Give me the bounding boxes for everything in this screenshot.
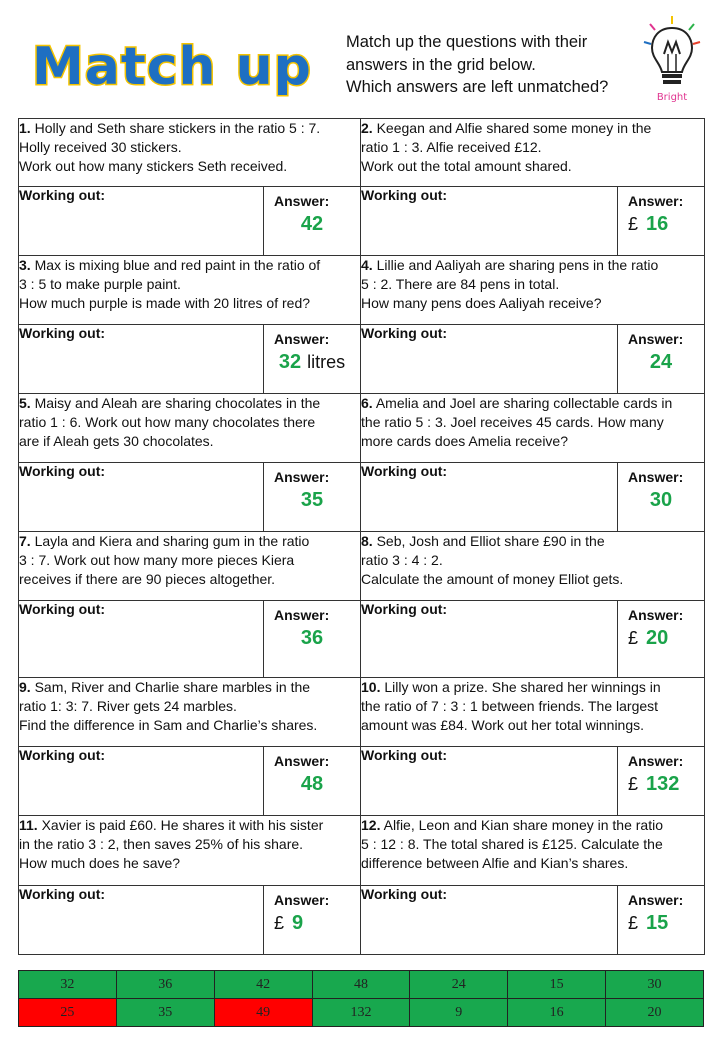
question-text-line: How much does he save? <box>19 855 181 871</box>
question-number: 12. <box>361 817 381 833</box>
question-text-line: Holly received 30 stickers. <box>19 139 182 155</box>
question-text-line: Calculate the amount of money Elliot gets. <box>361 571 624 587</box>
question-1 <box>19 119 361 187</box>
answer-box[interactable] <box>618 886 705 955</box>
question-number: 8. <box>361 533 373 549</box>
question-text-line: Sam, River and Charlie share marbles in the <box>34 679 311 695</box>
answer-value <box>618 627 704 650</box>
question-text-line: Lillie and Aaliyah are sharing pens in the ratio <box>376 257 659 273</box>
working-out-box[interactable] <box>19 601 264 678</box>
question-number: 6. <box>361 395 373 411</box>
question-text-line: ratio 1: 3: 7. River gets 24 marbles. <box>19 698 237 714</box>
answer-box[interactable] <box>264 463 361 532</box>
matched-answer-cell: 9 <box>410 999 508 1027</box>
answer-box[interactable] <box>264 601 361 678</box>
unmatched-answer-cell: 49 <box>214 999 312 1027</box>
working-out-box[interactable] <box>361 463 618 532</box>
working-out-box[interactable] <box>19 187 264 256</box>
matched-answer-cell: 16 <box>508 999 606 1027</box>
question-text-line: Xavier is paid £60. He shares it with his sister <box>41 817 324 833</box>
answer-label: Answer: <box>274 753 330 769</box>
answer-value <box>618 912 704 935</box>
question-text-line: Seb, Josh and Elliot share £90 in the <box>376 533 605 549</box>
answer-number: 24 <box>649 351 673 373</box>
working-out-label: Working out: <box>19 325 106 341</box>
working-out-box[interactable] <box>361 187 618 256</box>
question-text-line: 3 : 5 to make purple paint. <box>19 276 181 292</box>
question-text-line: Work out the total amount shared. <box>361 158 572 174</box>
answer-value <box>264 351 360 374</box>
question-11 <box>19 816 361 886</box>
answer-label: Answer: <box>628 331 684 347</box>
question-number: 5. <box>19 395 31 411</box>
currency-symbol: £ <box>628 214 639 234</box>
working-out-label: Working out: <box>19 601 106 617</box>
answer-label: Answer: <box>274 469 330 485</box>
question-3 <box>19 256 361 325</box>
answer-number: 42 <box>300 213 324 235</box>
unmatched-answer-cell: 25 <box>19 999 117 1027</box>
question-text-line: Layla and Kiera and sharing gum in the ratio <box>34 533 310 549</box>
answer-label: Answer: <box>274 193 330 209</box>
answer-label: Answer: <box>628 753 684 769</box>
question-number: 3. <box>19 257 31 273</box>
question-4 <box>361 256 705 325</box>
question-12 <box>361 816 705 886</box>
question-text-line: in the ratio 3 : 2, then saves 25% of his share. <box>19 836 304 852</box>
matched-answer-cell: 15 <box>508 971 606 999</box>
question-text-line: Holly and Seth share stickers in the ratio 5 : 7. <box>34 120 321 136</box>
working-out-label: Working out: <box>361 187 448 203</box>
question-number: 4. <box>361 257 373 273</box>
page-title <box>28 34 328 104</box>
matched-answer-cell: 35 <box>116 999 214 1027</box>
answer-box[interactable] <box>618 463 705 532</box>
question-text-line: How much purple is made with 20 litres of red? <box>19 295 311 311</box>
working-out-box[interactable] <box>361 886 618 955</box>
answer-box[interactable] <box>618 187 705 256</box>
question-text-line: are if Aleah gets 30 chocolates. <box>19 433 214 449</box>
question-text-line: 5 : 12 : 8. The total shared is £125. Calculate the <box>361 836 663 852</box>
working-out-box[interactable] <box>19 325 264 394</box>
matched-answer-cell: 30 <box>606 971 704 999</box>
question-text-line: difference between Alfie and Kian’s shares. <box>361 855 629 871</box>
answer-value <box>264 773 360 796</box>
question-grid <box>18 118 705 955</box>
instruction-line: answers in the grid below. <box>346 55 536 74</box>
working-out-box[interactable] <box>19 463 264 532</box>
question-text-line: 5 : 2. There are 84 pens in total. <box>361 276 560 292</box>
answer-box[interactable] <box>618 747 705 816</box>
question-text-line: the ratio 5 : 3. Joel receives 45 cards. How many <box>361 414 664 430</box>
question-number: 9. <box>19 679 31 695</box>
question-text-line: ratio 3 : 4 : 2. <box>361 552 443 568</box>
answer-box[interactable] <box>264 325 361 394</box>
question-number: 11. <box>19 817 38 833</box>
question-5 <box>19 394 361 463</box>
title-text: Match up <box>32 37 312 97</box>
question-text-line: ratio 1 : 3. Alfie received £12. <box>361 139 542 155</box>
working-out-label: Working out: <box>361 463 448 479</box>
matched-answer-cell: 24 <box>410 971 508 999</box>
question-text-line: Keegan and Alfie shared some money in the <box>376 120 652 136</box>
matched-answer-cell: 48 <box>312 971 410 999</box>
question-2 <box>361 119 705 187</box>
working-out-label: Working out: <box>361 747 448 763</box>
answer-value <box>264 912 360 935</box>
question-text-line: Lilly won a prize. She shared her winnings in <box>384 679 661 695</box>
question-text-line: Work out how many stickers Seth received. <box>19 158 288 174</box>
working-out-box[interactable] <box>361 747 618 816</box>
question-text-line: ratio 1 : 6. Work out how many chocolates there <box>19 414 316 430</box>
answer-box[interactable] <box>264 747 361 816</box>
answer-value <box>264 213 360 236</box>
working-out-label: Working out: <box>19 747 106 763</box>
answer-number: 16 <box>646 213 669 235</box>
question-text-line: Alfie, Leon and Kian share money in the ratio <box>383 817 664 833</box>
matched-answer-cell: 20 <box>606 999 704 1027</box>
answer-bank-row <box>19 999 704 1027</box>
working-out-label: Working out: <box>19 886 106 902</box>
answer-number: 9 <box>292 912 304 934</box>
working-out-label: Working out: <box>361 886 448 902</box>
answer-box[interactable] <box>618 601 705 678</box>
answer-value <box>264 489 360 512</box>
logo-text: Bright <box>656 92 688 103</box>
working-out-box[interactable] <box>361 325 618 394</box>
answer-number: 20 <box>646 627 669 649</box>
answer-number: 132 <box>646 773 680 795</box>
answer-value <box>618 773 704 796</box>
currency-symbol: £ <box>274 913 285 933</box>
answer-label: Answer: <box>628 607 684 623</box>
question-text-line: the ratio of 7 : 3 : 1 between friends. The largest <box>361 698 659 714</box>
answer-label: Answer: <box>628 193 684 209</box>
question-number: 10. <box>361 679 381 695</box>
answer-value <box>618 351 704 374</box>
question-text-line: receives if there are 90 pieces altogether. <box>19 571 276 587</box>
answer-label: Answer: <box>274 331 330 347</box>
matched-answer-cell: 36 <box>116 971 214 999</box>
question-9 <box>19 678 361 747</box>
question-number: 7. <box>19 533 31 549</box>
matched-answer-cell: 32 <box>19 971 117 999</box>
answer-number: 35 <box>300 489 324 511</box>
currency-symbol: £ <box>628 628 639 648</box>
answer-bank <box>18 970 704 1027</box>
answer-box[interactable] <box>264 886 361 955</box>
answer-number: 36 <box>300 627 324 649</box>
question-7 <box>19 532 361 601</box>
working-out-label: Working out: <box>19 463 106 479</box>
question-text-line: Maisy and Aleah are sharing chocolates in the <box>34 395 321 411</box>
answer-label: Answer: <box>628 469 684 485</box>
instruction-line: Match up the questions with their <box>346 33 588 51</box>
answer-value <box>618 213 704 236</box>
question-text-line: Max is mixing blue and red paint in the ratio of <box>34 257 321 273</box>
answer-label: Answer: <box>274 607 330 623</box>
answer-box[interactable] <box>264 187 361 256</box>
question-text-line: 3 : 7. Work out how many more pieces Kiera <box>19 552 295 568</box>
matched-answer-cell: 42 <box>214 971 312 999</box>
working-out-box[interactable] <box>19 747 264 816</box>
answer-value <box>618 489 704 512</box>
answer-label: Answer: <box>628 892 684 908</box>
question-text-line: amount was £84. Work out her total winnings. <box>361 717 645 733</box>
currency-symbol: £ <box>628 774 639 794</box>
answer-number: 15 <box>646 912 669 934</box>
working-out-box[interactable] <box>19 886 264 955</box>
answer-box[interactable] <box>618 325 705 394</box>
question-text-line: How many pens does Aaliyah receive? <box>361 295 602 311</box>
answer-bank-row <box>19 971 704 999</box>
question-8 <box>361 532 705 601</box>
instruction-line: Which answers are left unmatched? <box>346 78 609 96</box>
question-6 <box>361 394 705 463</box>
working-out-label: Working out: <box>361 601 448 617</box>
answer-label: Answer: <box>274 892 330 908</box>
currency-symbol: £ <box>628 913 639 933</box>
working-out-label: Working out: <box>19 187 106 203</box>
question-number: 2. <box>361 120 373 136</box>
answer-value <box>264 627 360 650</box>
working-out-box[interactable] <box>361 601 618 678</box>
working-out-label: Working out: <box>361 325 448 341</box>
lightbulb-logo-icon <box>640 14 704 104</box>
question-text-line: Find the difference in Sam and Charlie’s shares. <box>19 717 318 733</box>
question-text-line: Amelia and Joel are sharing collectable cards in <box>375 395 673 411</box>
question-text-line: more cards does Amelia receive? <box>361 433 569 449</box>
answer-number: 30 <box>649 489 673 511</box>
answer-number: 32 <box>278 351 302 373</box>
answer-unit: litres <box>307 352 346 372</box>
question-number: 1. <box>19 120 31 136</box>
question-10 <box>361 678 705 747</box>
instructions <box>346 31 636 99</box>
matched-answer-cell: 132 <box>312 999 410 1027</box>
answer-number: 48 <box>300 773 324 795</box>
